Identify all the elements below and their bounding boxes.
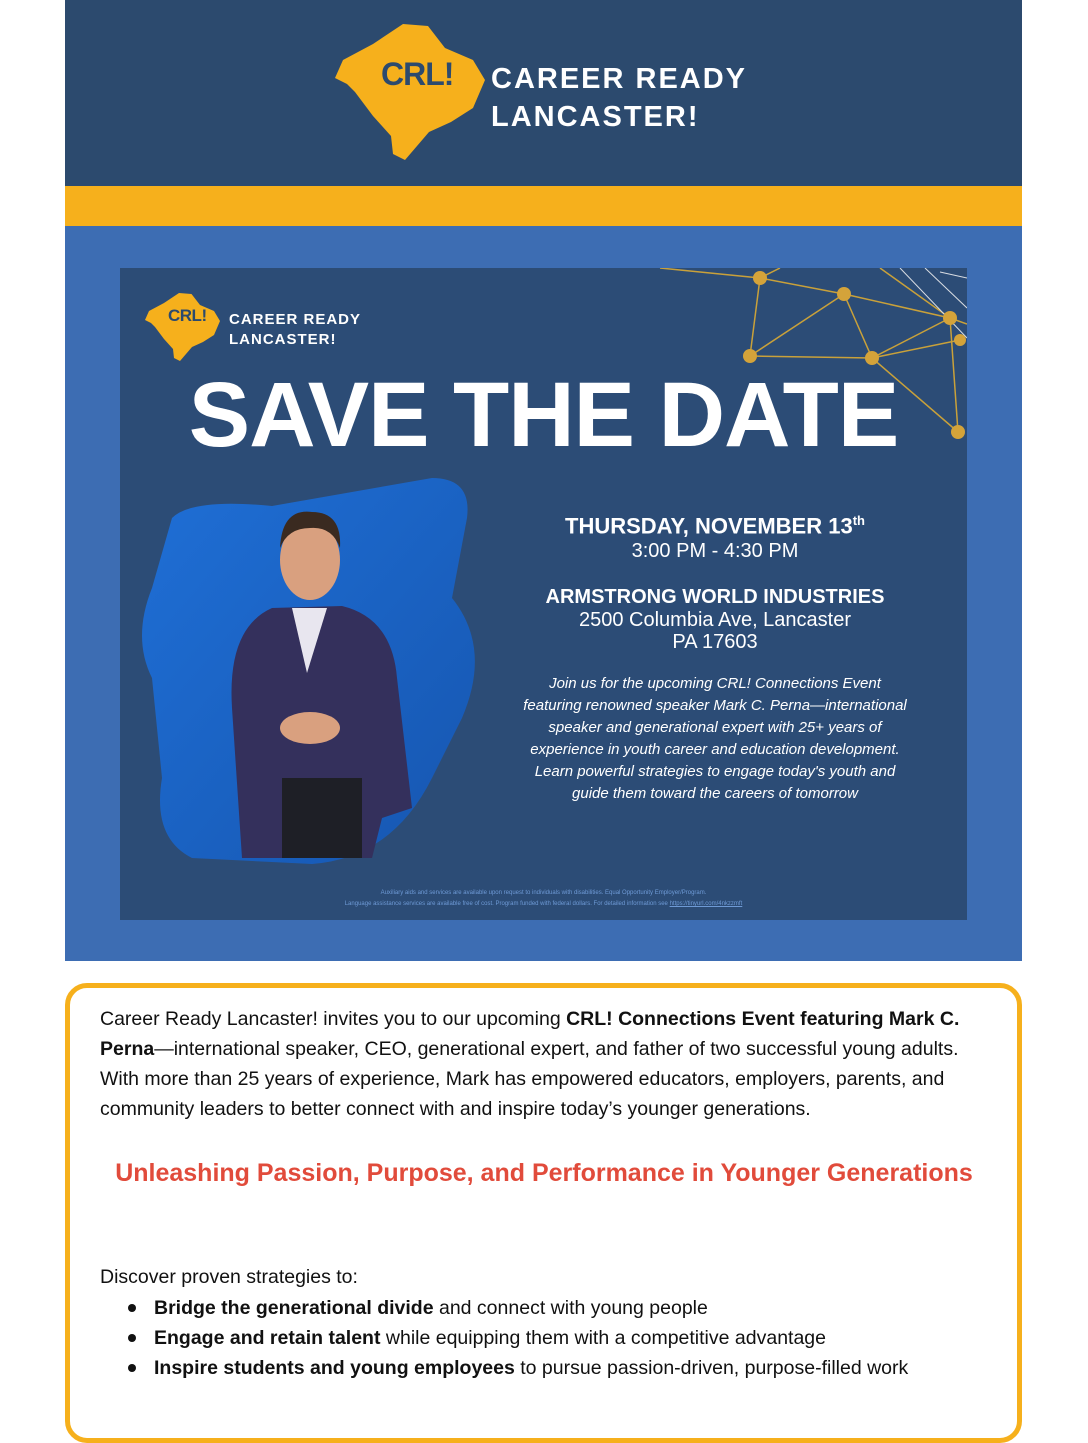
event-address-line-2: PA 17603 bbox=[672, 631, 758, 654]
fine-print-line-2: Language assistance services are available free of cost. Program funded with federal dollars. For detailed information see https://tinyurl.com/4nkzzmft bbox=[344, 901, 743, 907]
event-blurb: Join us for the upcoming CRL! Connections Event featuring renowned speaker Mark C. Perna—international speaker and generational expert with 25+ years of experience in youth career and education development. Learn powerful strategies to engage today's youth and guide them toward the careers of tomorrow bbox=[523, 675, 907, 803]
logo-badge: CRL! bbox=[381, 56, 454, 92]
strategy-list bbox=[128, 1293, 1008, 1383]
logo-line-1: CAREER READY bbox=[491, 63, 748, 95]
fine-print-link[interactable]: https://tinyurl.com/4nkzzmft bbox=[669, 901, 743, 907]
fine-print bbox=[120, 888, 967, 910]
event-time: 3:00 PM - 4:30 PM bbox=[631, 540, 799, 563]
list-item: Inspire students and young employees to pursue passion-driven, purpose-filled work bbox=[128, 1353, 1008, 1383]
save-the-date-flyer[interactable] bbox=[120, 268, 967, 920]
list-item: Bridge the generational divide and connect with young people bbox=[128, 1293, 1008, 1323]
flyer-crl-logo bbox=[144, 288, 404, 368]
save-the-date-title: SAVE THE DATE bbox=[188, 364, 899, 466]
crl-logo[interactable] bbox=[333, 20, 753, 168]
flyer-logo-line-2: LANCASTER! bbox=[229, 331, 337, 348]
fine-print-line-1: Auxiliary aids and services are available upon request to individuals with disabilities. Equal Opportunity Employer/Program. bbox=[380, 890, 707, 896]
event-address-line-1: 2500 Columbia Ave, Lancaster bbox=[578, 609, 852, 632]
flyer-logo-line-1: CAREER READY bbox=[229, 311, 362, 328]
flyer-logo-wordmark bbox=[229, 310, 361, 350]
gold-divider bbox=[65, 186, 1022, 226]
lancaster-county-shape-icon bbox=[333, 20, 493, 168]
lancaster-county-shape-icon bbox=[144, 288, 224, 368]
event-date: THURSDAY, NOVEMBER 13th bbox=[565, 513, 865, 539]
list-item: Engage and retain talent while equipping them with a competitive advantage bbox=[128, 1323, 1008, 1353]
event-venue: ARMSTRONG WORLD INDUSTRIES bbox=[545, 586, 885, 609]
event-details bbox=[515, 508, 915, 805]
discover-label: Discover proven strategies to: bbox=[100, 1266, 358, 1288]
date-suffix: th bbox=[852, 513, 865, 528]
intro-paragraph: Career Ready Lancaster! invites you to our upcoming CRL! Connections Event featuring Mark C. Perna—international speaker, CEO, generational expert, and father of two successful young adults. With more than 25 years of experience, Mark has empowered educators, employers, parents, and community leaders to better connect with and inspire today’s younger generations. bbox=[100, 1008, 960, 1120]
intro-bold: CRL! Connections Event featuring Mark C. Perna bbox=[100, 1008, 960, 1060]
header-banner bbox=[65, 0, 1022, 186]
flyer-logo-badge: CRL! bbox=[168, 306, 207, 325]
logo-line-2: LANCASTER! bbox=[491, 101, 700, 133]
speaker-photo bbox=[132, 478, 502, 868]
logo-wordmark bbox=[491, 60, 747, 136]
section-headline: Unleashing Passion, Purpose, and Performance in Younger Generations bbox=[115, 1159, 973, 1187]
